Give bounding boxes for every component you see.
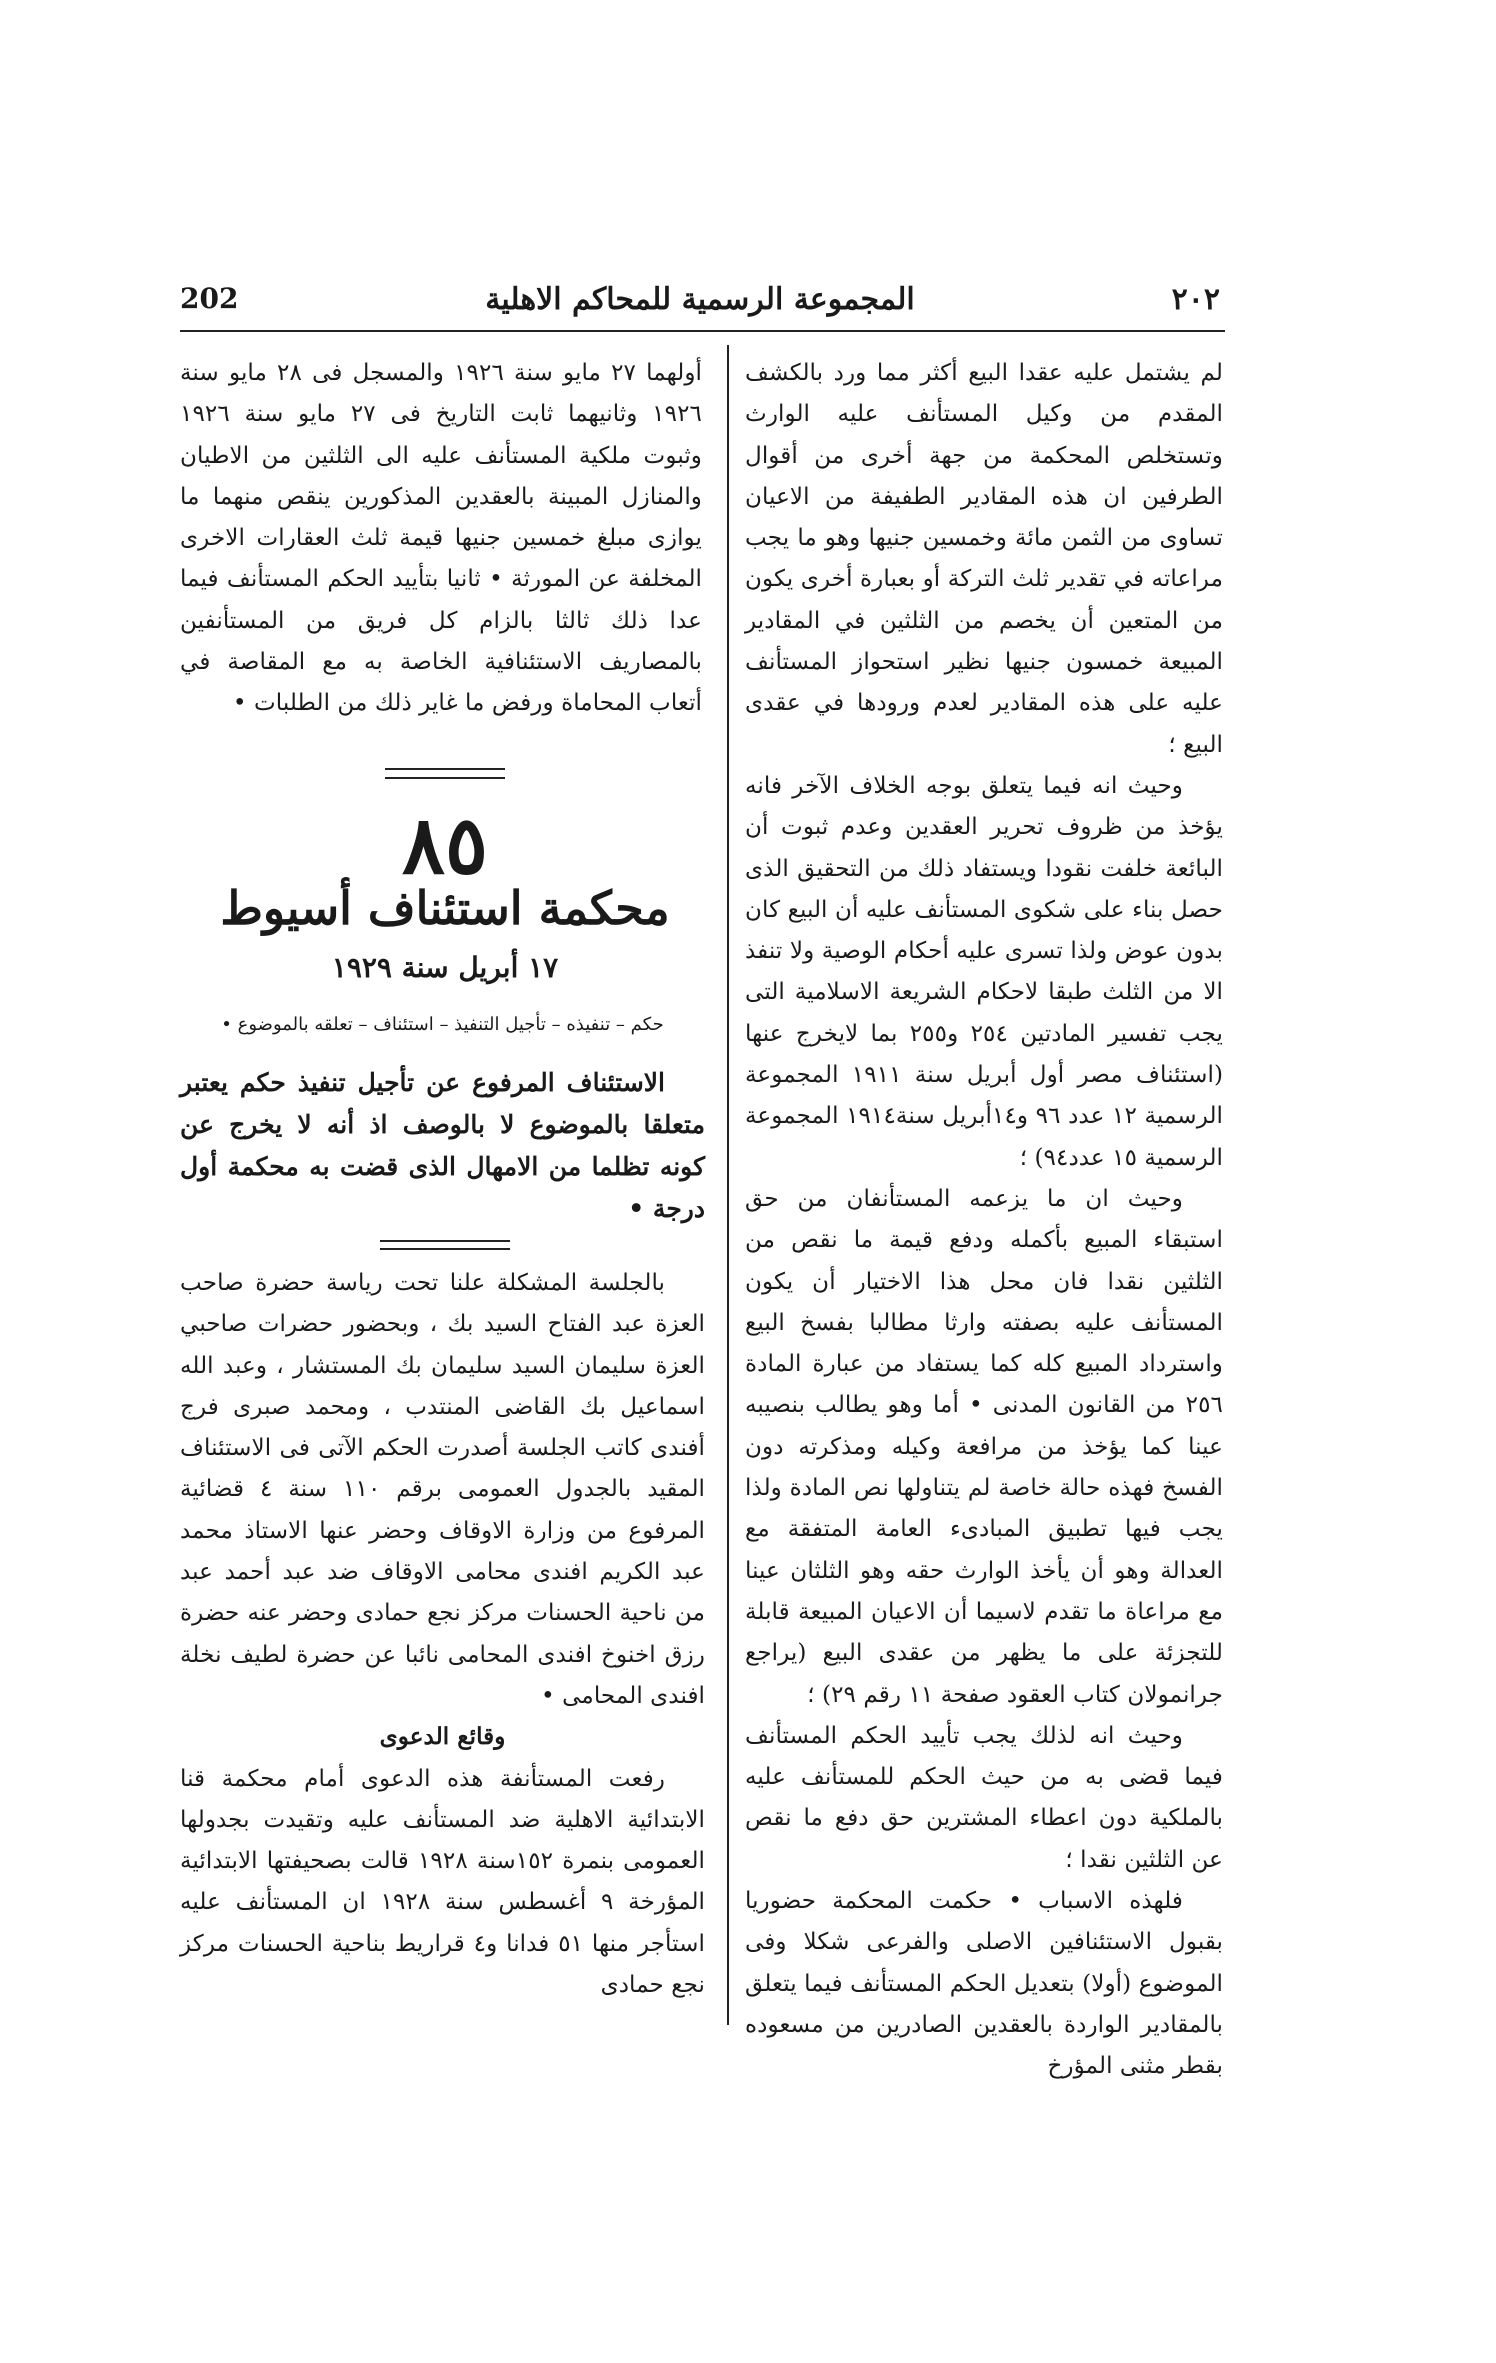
case-number: ٨٥	[402, 798, 488, 892]
judgment-body	[180, 1262, 705, 2005]
case-summary	[180, 1062, 705, 1230]
column-divider	[727, 345, 729, 2025]
header-rule	[180, 330, 1225, 332]
section-separator	[385, 768, 505, 779]
court-name: محكمة استئناف أسيوط	[220, 881, 670, 935]
paragraph: لم يشتمل عليه عقدا البيع أكثر مما ورد بالكشف المقدم من وكيل المستأنف عليه الوارث وتستخلص المحكمة من جهة أخرى من أقوال الطرفين ان هذه المقادير الطفيفة من الاعيان تساوى من الثمن مائة وخمسين جنيها وهو ما يجب مراعاته في تقدير ثلث التركة أو بعبارة أخرى يكون من المتعين أن يخصم من الثلثين في المقادير المبيعة خمسون جنيها نظير استحواز المستأنف عليه على هذه المقادير لعدم ورودها في عقدى البيع ؛	[745, 359, 1223, 758]
paragraph: وحيث انه لذلك يجب تأييد الحكم المستأنف فيما قضى به من حيث الحكم للمستأنف عليه بالملكية دون اعطاء المشترين حق دفع ما نقص عن الثلثين نقدا ؛	[745, 1721, 1223, 1873]
previous-judgment-continuation	[180, 352, 702, 724]
keywords: حكم – تنفيذه – تأجيل التنفيذ – استئناف – تعلقه بالموضوع •	[221, 1014, 664, 1035]
summary-text: الاستئناف المرفوع عن تأجيل تنفيذ حكم يعتبر متعلقا بالموضوع لا بالوصف اذ أنه لا يخرج عن كونه تظلما من الامهال الذى قضت به محكمة أول درجة •	[180, 1068, 705, 1223]
paragraph: أولهما ٢٧ مايو سنة ١٩٢٦ والمسجل فى ٢٨ مايو سنة ١٩٢٦ وثانيهما ثابت التاريخ فى ٢٧ مايو سنة ١٩٢٦ وثبوت ملكية المستأنف عليه الى الثلثين من الاطيان والمنازل المبينة بالعقدين المذكورين ينقص منهما ما يوازى مبلغ خمسين جنيها قيمة ثلث العقارات الاخرى المخلفة عن المورثة • ثانيا بتأييد الحكم المستأنف فيما عدا ذلك ثالثا بالزام كل فريق من المستأنفين بالمصاريف الاستئنافية الخاصة به مع المقاصة في أتعاب المحاماة ورفض ما غاير ذلك من الطلبات •	[180, 359, 702, 717]
page-header	[180, 282, 1220, 322]
paragraph: وحيث ان ما يزعمه المستأنفان من حق استبقاء المبيع بأكمله ودفع قيمة ما نقص من الثلثين نقدا فان محل هذا الاختيار أن يكون المستأنف عليه بصفته وارثا مطالبا بفسخ البيع واسترداد المبيع كله كما يستفاد من عبارة المادة ٢٥٦ من القانون المدنى • أما وهو يطالب بنصيبه عينا كما يؤخذ من مرافعة وكيله ومذكرته دون الفسخ فهذه حالة خاصة لم يتناولها نص المادة ولذا يجب فيها تطبيق المبادىء العامة المتفقة مع العدالة وهو أن يأخذ الوارث حقه وهو الثلثان عينا مع مراعاة ما تقدم لاسيما أن الاعيان المبيعة قابلة للتجزئة على ما يظهر من عقدى البيع (يراجع جرانمولان كتاب العقود صفحة ١١ رقم ٢٩) ؛	[745, 1184, 1223, 1708]
paragraph: وحيث انه فيما يتعلق بوجه الخلاف الآخر فانه يؤخذ من ظروف تحرير العقدين وعدم ثبوت أن البائعة خلفت نقودا ويستفاد ذلك من التحقيق الذى حصل بناء على شكوى المستأنف عليه أن البيع كان بدون عوض ولذا تسرى عليه أحكام الوصية ولا تنفذ الا من الثلث طبقا لاحكام الشريعة الاسلامية التى يجب تفسير المادتين ٢٥٤ و٢٥٥ بما لايخرج عنها (استئناف مصر أول أبريل سنة ١٩١١ المجموعة الرسمية ١٢ عدد ٩٦ و١٤أبريل سنة١٩١٤ المجموعة الرسمية ١٥ عدد٩٤) ؛	[745, 771, 1224, 1171]
right-column	[745, 352, 1223, 2086]
paragraph: فلهذه الاسباب • حكمت المحكمة حضوريا بقبول الاستئنافين الاصلى والفرعى شكلا وفى الموضوع (أولا) بتعديل الحكم المستأنف فيما يتعلق بالمقادير الواردة بالعقدين الصادرين من مسعوده بقطر مثنى المؤرخ	[745, 1886, 1223, 2080]
summary-separator	[380, 1240, 510, 1250]
facts-heading: وقائع الدعوى	[379, 1723, 506, 1751]
session-paragraph: بالجلسة المشكلة علنا تحت رياسة حضرة صاحب العزة عبد الفتاح السيد بك ، وبحضور حضرات صاحبي العزة سليمان السيد سليمان بك المستشار ، وعبد الله اسماعيل بك القاضى المنتدب ، ومحمد صبرى فرج أفندى كاتب الجلسة أصدرت الحكم الآتى فى الاستئناف المقيد بالجدول العمومى برقم ١١٠ سنة ٤ قضائية المرفوع من وزارة الاوقاف وحضر عنها الاستاذ محمد عبد الكريم افندى محامى الاوقاف ضد عبد أحمد عبد من ناحية الحسنات مركز نجع حمادى وحضر عنه حضرة رزق اخنوخ افندى المحامى نائبا عن حضرة لطيف نخلة افندى المحامى •	[180, 1269, 705, 1709]
page-number-arabic: ٢٠٢	[1171, 282, 1220, 317]
page-number-latin: 202	[180, 282, 239, 315]
facts-paragraph: رفعت المستأنفة هذه الدعوى أمام محكمة قنا الابتدائية الاهلية ضد المستأنف عليه وتقيدت بجدولها العمومى بنمرة ١٥٢سنة ١٩٢٨ قالت بصحيفتها الابتدائية المؤرخة ٩ أغسطس سنة ١٩٢٨ ان المستأنف عليه استأجر منها ٥١ فدانا و٤ قراريط بناحية الحسنات مركز نجع حمادى	[180, 1764, 705, 1999]
publication-title: المجموعة الرسمية للمحاكم الاهلية	[485, 282, 915, 317]
case-date: ١٧ أبريل سنة ١٩٢٩	[331, 951, 559, 984]
